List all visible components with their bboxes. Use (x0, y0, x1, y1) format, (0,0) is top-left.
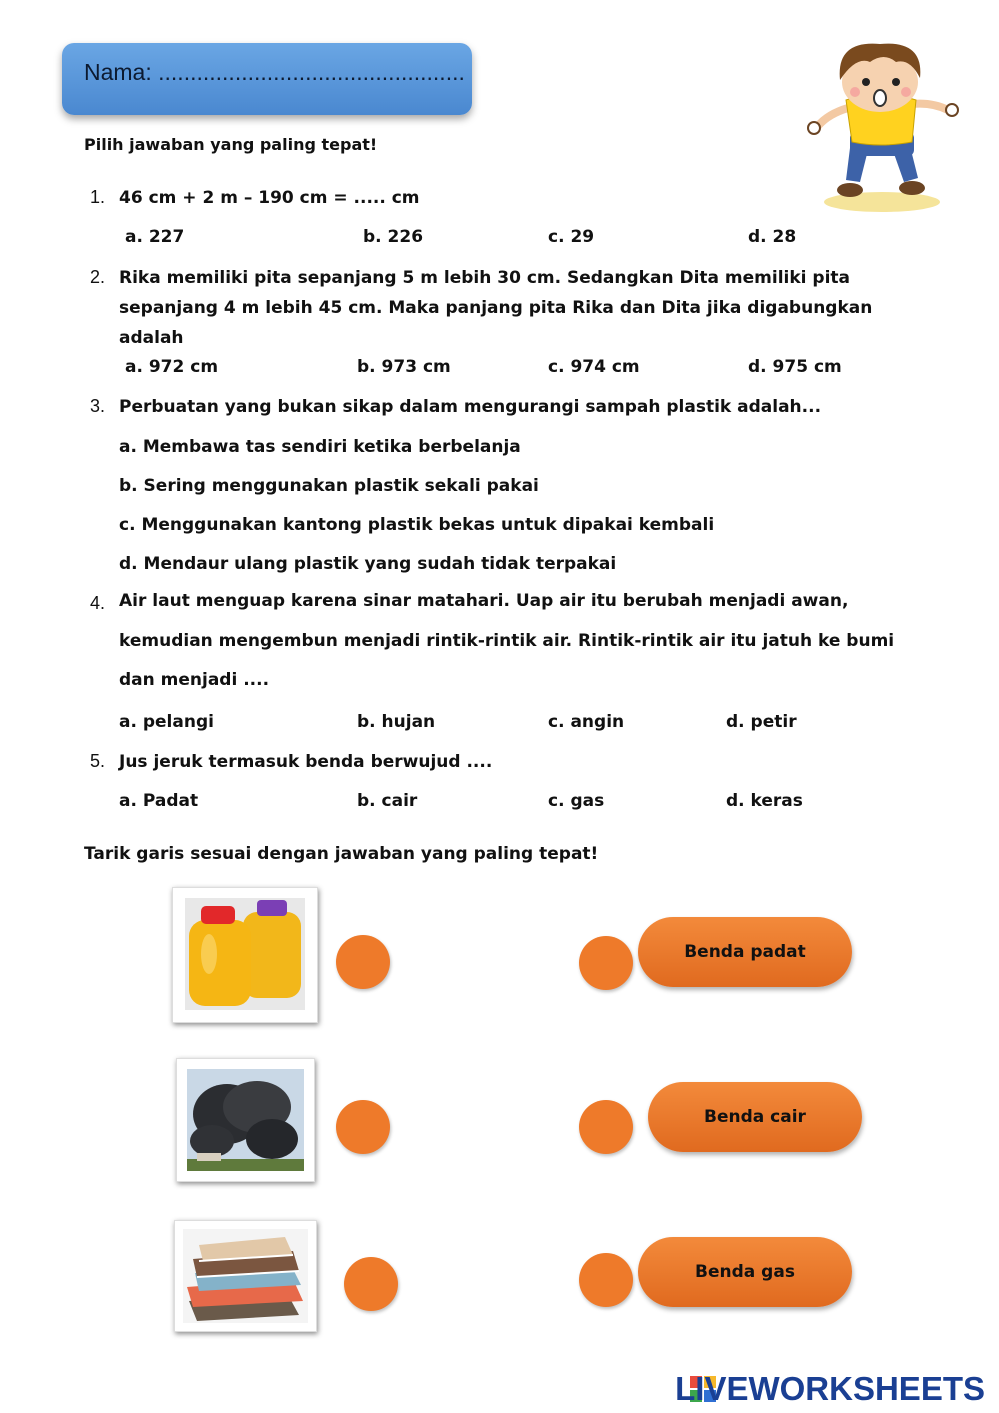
question-2-line-2: sepanjang 4 m lebih 45 cm. Maka panjang pita Rika dan Dita jika digabungkan (119, 298, 873, 318)
question-2-option-d[interactable]: d. 975 cm (748, 357, 842, 377)
question-1-option-a[interactable]: a. 227 (125, 227, 185, 247)
question-5-option-b[interactable]: b. cair (357, 791, 418, 811)
smoke-image (177, 1059, 314, 1181)
question-5-text: Jus jeruk termasuk benda berwujud .... (119, 752, 493, 772)
match-left-dot-3[interactable] (344, 1257, 398, 1311)
question-1-text: 46 cm + 2 m – 190 cm = ..... cm (119, 188, 420, 208)
boy-illustration (800, 30, 965, 215)
question-5-option-a[interactable]: a. Padat (119, 791, 199, 811)
question-4-option-b[interactable]: b. hujan (357, 712, 436, 732)
question-4-line-3: dan menjadi .... (119, 670, 270, 690)
question-5-number: 5. (90, 751, 106, 771)
name-field[interactable]: Nama: ................................................ (62, 43, 472, 115)
question-1-number: 1. (90, 187, 106, 207)
match-right-dot-2[interactable] (579, 1100, 633, 1154)
match-left-dot-1[interactable] (336, 935, 390, 989)
question-4-option-d[interactable]: d. petir (726, 712, 797, 732)
question-2-line-1: Rika memiliki pita sepanjang 5 m lebih 30 cm. Sedangkan Dita memiliki pita (119, 268, 851, 288)
question-4-option-a[interactable]: a. pelangi (119, 712, 214, 732)
question-2-option-c[interactable]: c. 974 cm (548, 357, 640, 377)
question-2-number: 2. (90, 267, 106, 287)
question-1-option-b[interactable]: b. 226 (363, 227, 424, 247)
match-right-dot-3[interactable] (579, 1253, 633, 1307)
section1-instruction: Pilih jawaban yang paling tepat! (84, 135, 378, 154)
question-5-option-d[interactable]: d. keras (726, 791, 803, 811)
answer-benda-padat: Benda padat (638, 917, 852, 987)
question-4-number: 4. (90, 593, 106, 613)
match-left-dot-2[interactable] (336, 1100, 390, 1154)
image-books (174, 1220, 317, 1332)
question-2-option-a[interactable]: a. 972 cm (125, 357, 219, 377)
question-4-line-1: Air laut menguap karena sinar matahari. Uap air itu berubah menjadi awan, (119, 591, 849, 611)
question-2-option-b[interactable]: b. 973 cm (357, 357, 451, 377)
image-orange-juice (172, 887, 318, 1023)
question-5-option-c[interactable]: c. gas (548, 791, 605, 811)
question-3-text: Perbuatan yang bukan sikap dalam mengurangi sampah plastik adalah... (119, 397, 822, 417)
match-right-dot-1[interactable] (579, 936, 633, 990)
section2-instruction: Tarik garis sesuai dengan jawaban yang paling tepat! (84, 844, 599, 864)
question-4-text (119, 582, 959, 701)
question-3-option-b[interactable]: b. Sering menggunakan plastik sekali pakai (119, 476, 539, 496)
question-3-option-a[interactable]: a. Membawa tas sendiri ketika berbelanja (119, 437, 521, 457)
question-3-option-d[interactable]: d. Mendaur ulang plastik yang sudah tidak terpakai (119, 554, 617, 574)
question-4-line-2: kemudian mengembun menjadi rintik-rintik air. Rintik-rintik air itu jatuh ke bumi (119, 630, 895, 651)
orange-juice-bottles-image (173, 888, 317, 1022)
liveworksheets-brand[interactable]: LIVEWORKSHEETS (675, 1370, 985, 1407)
image-smoke (176, 1058, 315, 1182)
question-4-option-c[interactable]: c. angin (548, 712, 625, 732)
question-3-option-c[interactable]: c. Menggunakan kantong plastik bekas untuk dipakai kembali (119, 515, 715, 535)
question-2-text (119, 263, 949, 353)
books-image (175, 1221, 316, 1331)
question-1-option-c[interactable]: c. 29 (548, 227, 595, 247)
question-2-line-3: adalah (119, 328, 184, 348)
answer-benda-gas: Benda gas (638, 1237, 852, 1307)
question-3-number: 3. (90, 396, 106, 416)
question-1-option-d[interactable]: d. 28 (748, 227, 797, 247)
answer-benda-cair: Benda cair (648, 1082, 862, 1152)
